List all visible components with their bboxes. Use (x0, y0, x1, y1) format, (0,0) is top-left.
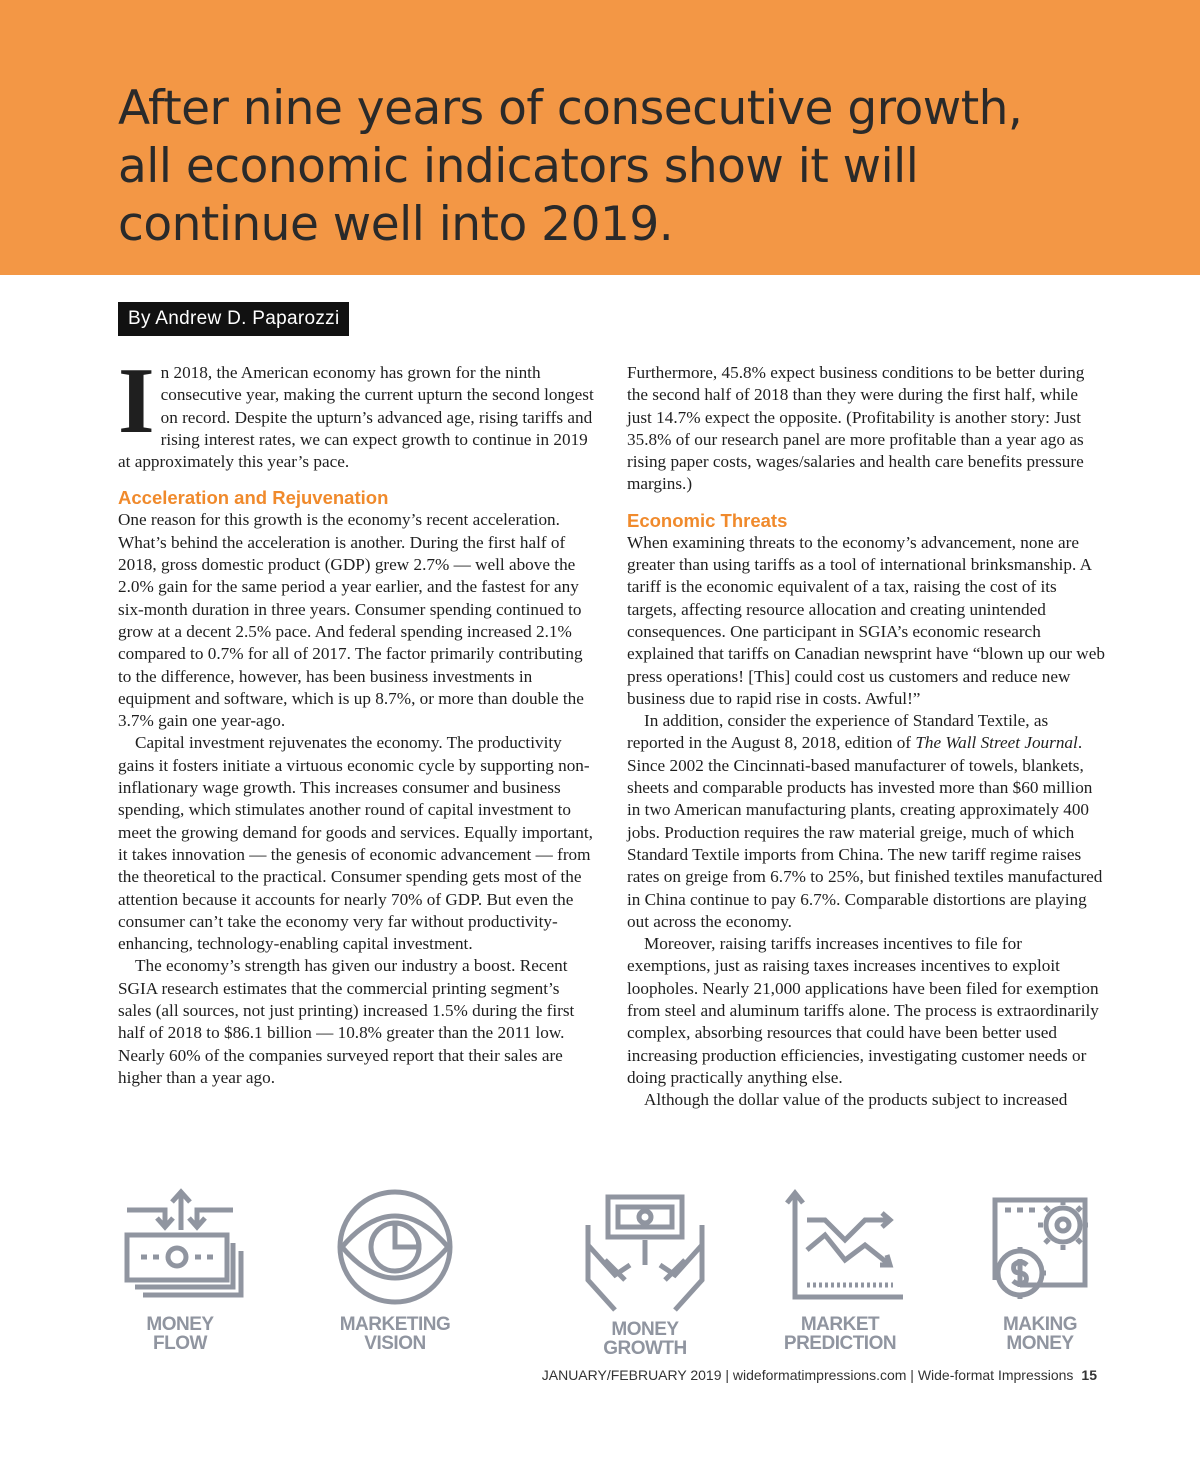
icon-label-line-1: MONEY (146, 1314, 214, 1335)
icon-label-line-2: GROWTH (603, 1338, 687, 1359)
icon-label-line-1: MARKETING (339, 1314, 451, 1335)
market-prediction-icon (765, 1185, 915, 1315)
money-flow-icon (105, 1185, 255, 1315)
icon-label-line-1: MONEY (611, 1319, 679, 1340)
marketing-vision-icon (320, 1185, 470, 1315)
icon-item-money-flow (100, 1185, 260, 1385)
body-paragraph: One reason for this growth is the economy’s recent acceleration. What’s behind the acceleration is another. During the first half of 2018, gross domestic product (GDP) grew 2.7% — well above the 2.0% gain for the same period a year earlier, and the fastest for any six-month duration in three years. Consumer spending continued to grow at a decent 2.5% pace. And federal spending increased 2.1% compared to 0.7% for all of 2017. The factor primarily contributing to the difference, however, has been business investments in equipment and software, which is up 8.7%, or more than double the 3.7% gain one year-ago. (118, 510, 584, 731)
body-paragraph: When examining threats to the economy’s advancement, none are greater than using tariffs as a tool of international brinksmanship. A tariff is the economic equivalent of a tax, raising the cost of its targets, affecting resource allocation and creating unintended consequences. One participant in SGIA’s economic research explained that tariffs on Canadian newsprint have “blown up our web press operations! [This] could cost us customers and reduce new business due to rapid rise in costs. Awful!” (627, 532, 1105, 708)
icon-row (100, 1185, 1100, 1385)
section-heading-acceleration: Acceleration and Rejuvenation (118, 487, 389, 509)
icon-item-making-money (960, 1185, 1120, 1385)
headline-line-1: After nine years of consecutive growth, (118, 81, 1023, 136)
making-money-icon (965, 1185, 1115, 1315)
headline-line-2: all economic indicators show it will (118, 139, 919, 194)
lead-paragraph (118, 349, 596, 473)
icon-label-line-2: PREDICTION (783, 1333, 897, 1354)
body-paragraph: Although the dollar value of the products subject to increased (644, 1090, 1068, 1110)
author-byline: By Andrew D. Paparozzi (118, 302, 349, 336)
icon-label-line-1: MARKET (800, 1314, 880, 1335)
page-footer (0, 1367, 1097, 1383)
body-paragraph (627, 710, 1105, 933)
icon-item-market-prediction (760, 1185, 920, 1385)
lead-text: n 2018, the American economy has grown for the ninth consecutive year, making the current upturn the second longest on record. Despite the upturn’s advanced age, rising tariffs and rising interest rates, we can expect growth to continue in 2019 at approximately this year’s pace. (118, 363, 594, 472)
page-headline (118, 80, 1118, 254)
section-heading-threats: Economic Threats (627, 509, 788, 531)
page-number: 15 (1081, 1367, 1097, 1383)
body-paragraph: The economy’s strength has given our industry a boost. Recent SGIA research estimates that the commercial printing segment’s sales (all sources, not just printing) increased 1.5% during the first half of 2018 to $86.1 billion — 10.8% greater than the 2011 low. Nearly 60% of the companies surveyed report that their sales are higher than a year ago. (118, 956, 575, 1087)
body-paragraph: Capital investment rejuvenates the economy. The productivity gains it fosters initiate a virtuous economic cycle by supporting non-inflationary wage growth. This increases consumer and business spending, which stimulates another round of capital investment to meet the growing demand for goods and services. Equally important, it takes innovation — the genesis of economic advancement — from the theoretical to the practical. Consumer spending gets most of the attention because it accounts for nearly 70% of GDP. But even the consumer can’t take the economy very far without productivity-enhancing, technology-enabling capital investment. (118, 733, 593, 954)
icon-item-money-growth (565, 1185, 725, 1385)
article-column-right (627, 362, 1105, 1112)
drop-cap: I (118, 349, 155, 453)
article-column-left (118, 349, 596, 1089)
footer-text: JANUARY/FEBRUARY 2019 | wideformatimpressions.com | Wide-format Impressions (541, 1367, 1074, 1383)
body-paragraph: Furthermore, 45.8% expect business conditions to be better during the second half of 2018 than they were during the first half, while just 14.7% expect the opposite. (Profitability is another story: Just 35.8% of our research panel are more profitable than a year ago as rising paper costs, wages/salaries and health care benefits pressure margins.) (627, 363, 1085, 494)
body-paragraph: Moreover, raising tariffs increases incentives to file for exemptions, just as raising taxes increases incentives to exploit loopholes. Nearly 21,000 applications have been filed for exemption from steel and aluminum tariffs alone. The process is extraordinarily complex, absorbing resources that could have been better used increasing production efficiencies, investigating customer needs or doing practically anything else. (627, 934, 1099, 1087)
money-growth-icon (570, 1185, 720, 1320)
icon-item-marketing-vision (315, 1185, 475, 1385)
publication-title: The Wall Street Journal (915, 733, 1078, 753)
paragraph-text: In addition, consider the experience of Standard Textile, as reported in the August 8, 2018, edition of (627, 711, 1049, 753)
icon-label-line-2: VISION (364, 1333, 426, 1354)
paragraph-text: . Since 2002 the Cincinnati-based manufacturer of towels, blankets, sheets and comparable products has invested more than $60 million in two American manufacturing plants, creating approximately 400 jobs. Production requires the raw material greige, much of which Standard Textile imports from China. The new tariff regime raises rates on greige from 6.7% to 25%, but finished textiles manufactured in China continue to pay 6.7%. Comparable distortions are playing out across the economy. (627, 733, 1103, 931)
headline-line-3: continue well into 2019. (118, 197, 674, 252)
icon-label-line-2: MONEY (1006, 1333, 1074, 1354)
icon-label-line-1: MAKING (1002, 1314, 1078, 1335)
icon-label-line-2: FLOW (153, 1333, 207, 1354)
